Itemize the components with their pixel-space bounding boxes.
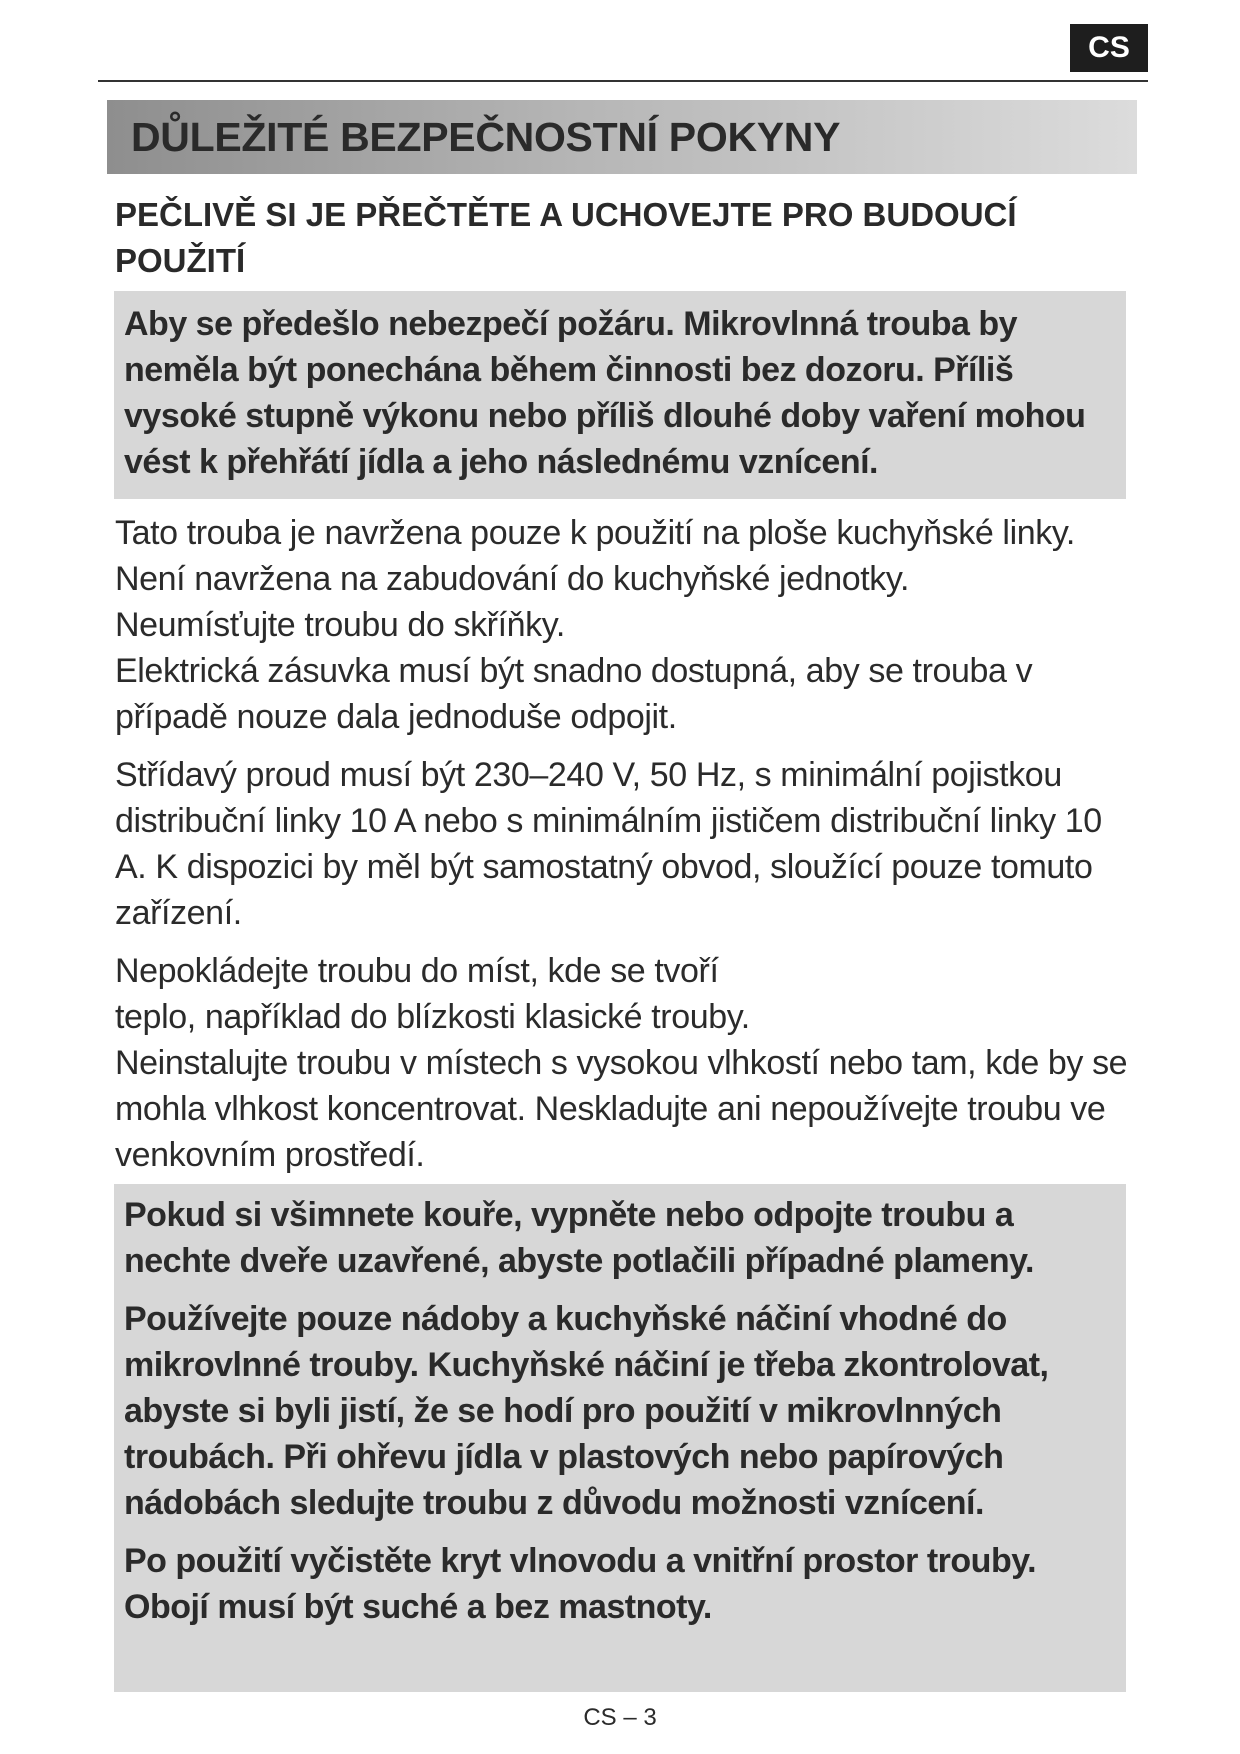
location-line-2: teplo, například do blízkosti klasické trouby.: [115, 998, 750, 1036]
section-subheading: PEČLIVĚ SI JE PŘEČTĚTE A UCHOVEJTE PRO BUDOUCÍ POUŽITÍ: [115, 196, 1017, 279]
cleaning-warning-text: Po použití vyčistěte kryt vlnovodu a vnitřní prostor trouby. Obojí musí být suché a bez mastnoty.: [124, 1542, 1037, 1626]
language-badge: CS: [1070, 24, 1148, 72]
location-line-1: Nepokládejte troubu do míst, kde se tvoří: [115, 952, 719, 990]
page-number: CS – 3: [583, 1704, 657, 1731]
location-line-3: Neinstalujte troubu v místech s vysokou vlhkostí nebo tam, kde by se mohla vlhkost koncentrovat. Neskladujte ani nepoužívejte troubu ve venkovním prostředí.: [115, 1044, 1128, 1174]
power-line-1: Střídavý proud musí být 230–240 V, 50 Hz, s minimální pojistkou distribuční linky 10 A nebo s minimálním jističem distribuční linky 10 A. K dispozici by měl být samostatný obvod, sloužící pouze tomuto zařízení.: [115, 756, 1102, 932]
placement-paragraph: [115, 510, 1130, 740]
header-divider: [98, 80, 1148, 82]
placement-line-1: Tato trouba je navržena pouze k použití na ploše kuchyňské linky. Není navržena na zabudování do kuchyňské jednotky.: [115, 514, 1075, 598]
placement-line-2: Neumísťujte troubu do skříňky.: [115, 606, 565, 644]
utensils-warning-text: Používejte pouze nádoby a kuchyňské náčiní vhodné do mikrovlnné trouby. Kuchyňské náčiní je třeba zkontrolovat, abyste si byli jistí, že se hodí pro použití v mikrovlnných troubách. Při ohřevu jídla v plastových nebo papírových nádobách sledujte troubu z důvodu možnosti vznícení.: [124, 1300, 1049, 1522]
smoke-warning-text: Pokud si všimnete kouře, vypněte nebo odpojte troubu a nechte dveře uzavřené, abyste potlačili případné plameny.: [124, 1196, 1034, 1280]
fire-warning-text: Aby se předešlo nebezpečí požáru. Mikrovlnná trouba by neměla být ponechána během činnosti bez dozoru. Příliš vysoké stupně výkonu nebo příliš dlouhé doby vaření mohou vést k přehřátí jídla a jeho následnému vznícení.: [124, 305, 1086, 481]
usage-warning-box: [114, 1184, 1126, 1692]
location-paragraph: [115, 948, 1130, 1178]
power-paragraph: [115, 752, 1130, 936]
page-title: DŮLEŽITÉ BEZPEČNOSTNÍ POKYNY: [131, 113, 841, 160]
title-banner: [107, 100, 1137, 174]
fire-warning-box: [114, 291, 1126, 499]
placement-line-3: Elektrická zásuvka musí být snadno dostupná, aby se trouba v případě nouze dala jednoduše odpojit.: [115, 652, 1033, 736]
